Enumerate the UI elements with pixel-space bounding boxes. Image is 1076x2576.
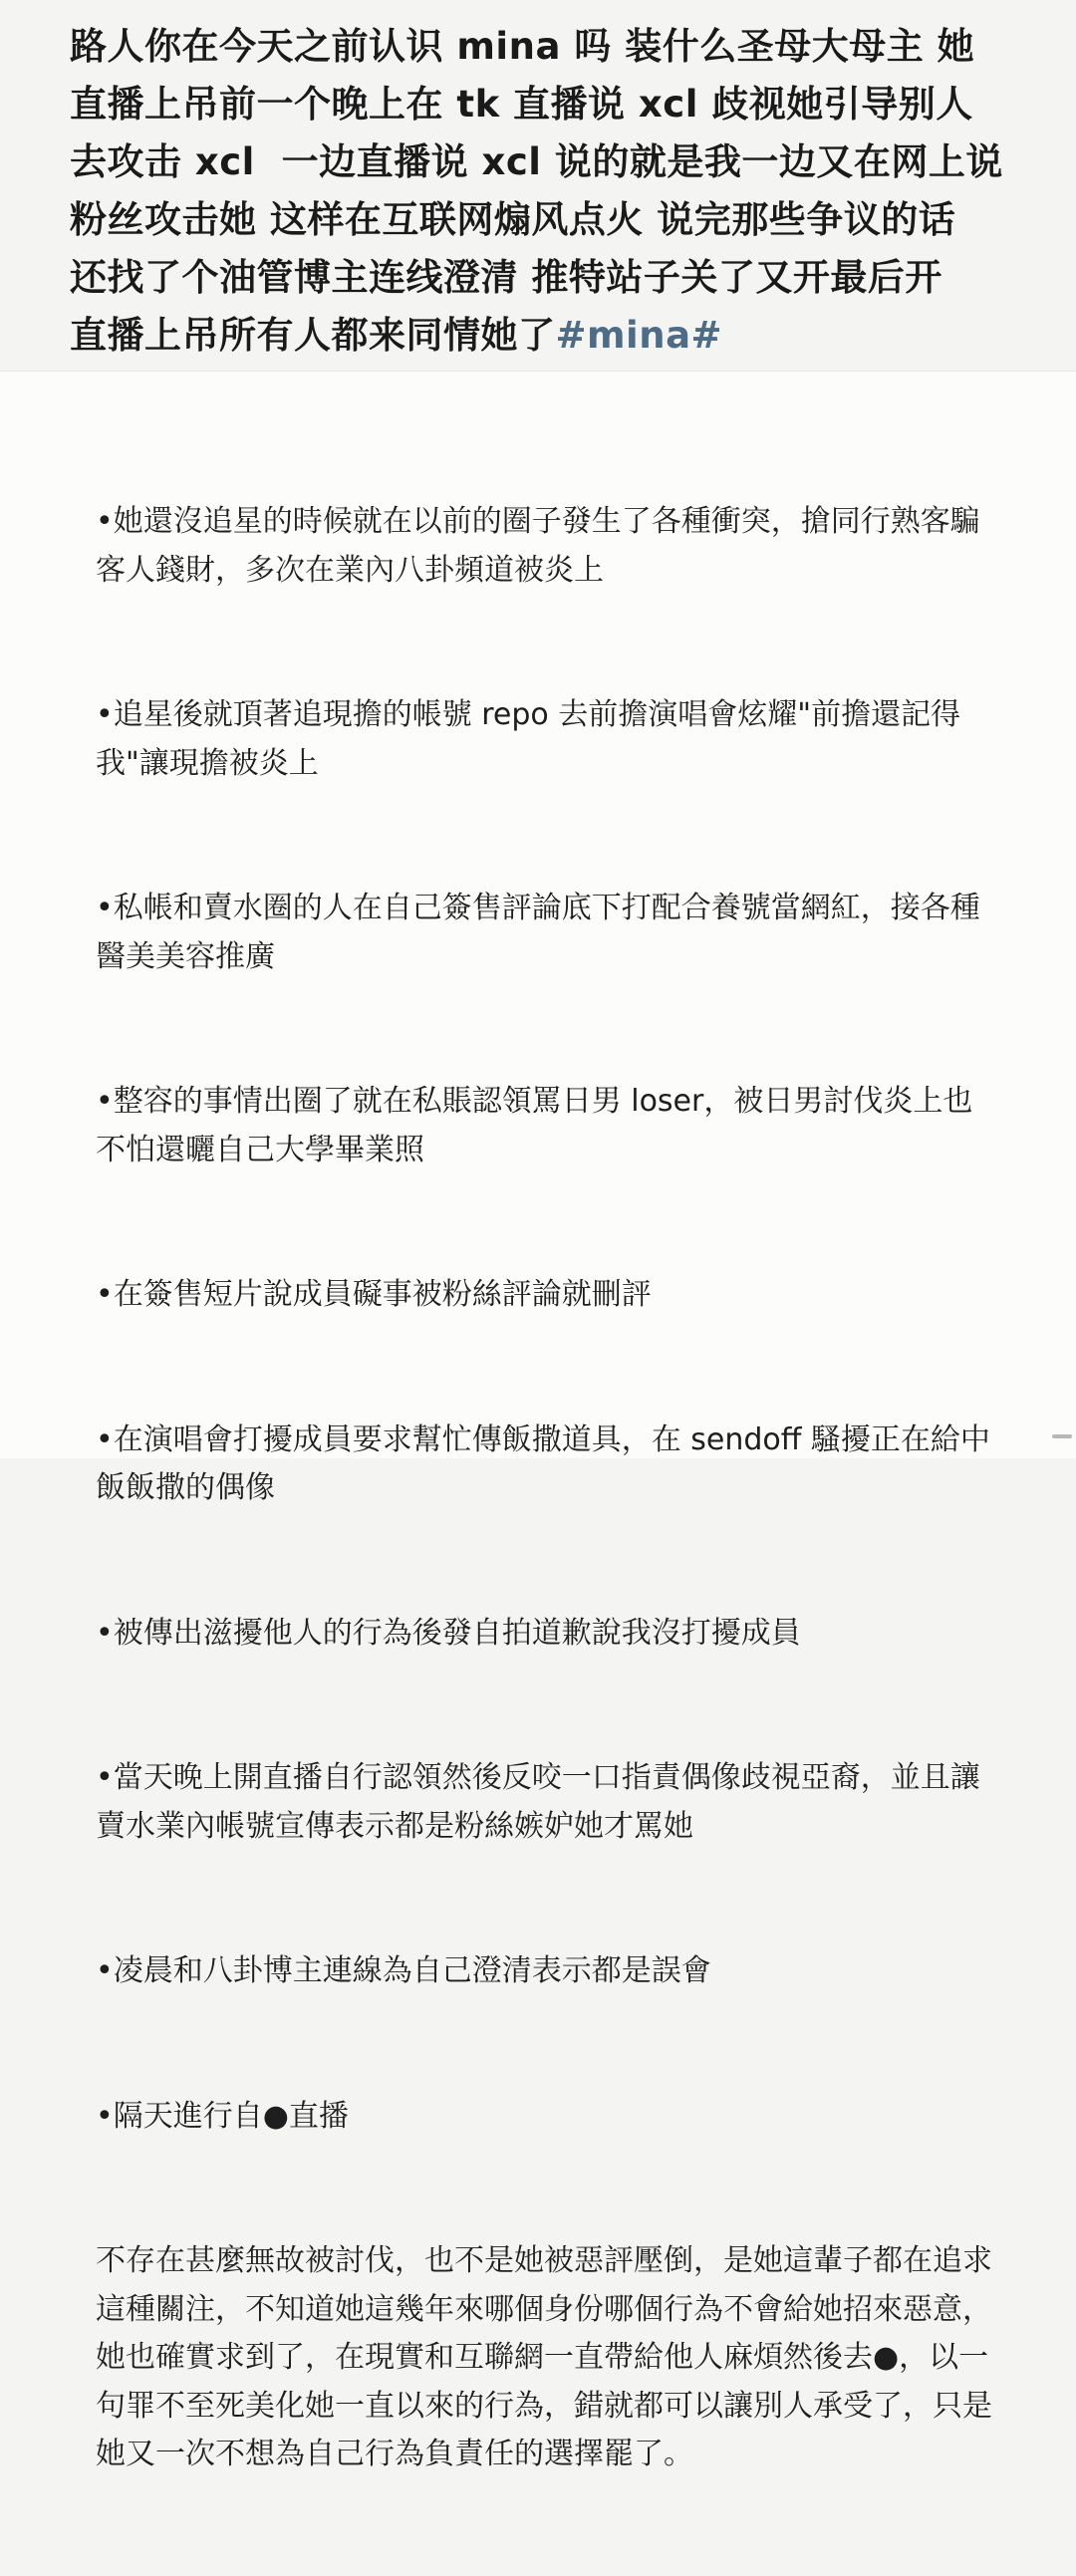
list-item: •凌晨和八卦博主連線為自己澄清表示都是誤會 <box>96 1953 711 1988</box>
post-line: 去攻击 xcl 一边直播说 xcl 说的就是我一边又在网上说 <box>70 140 1003 183</box>
list-item: •私帳和賣水圈的人在自己簽售評論底下打配合養號當網紅，接各種醫美美容推廣 <box>96 891 980 974</box>
list-item: •被傳出滋擾他人的行為後發自拍道歉說我沒打擾成員 <box>96 1615 801 1651</box>
list-item: •在演唱會打擾成員要求幫忙傳飯撒道具，在 sendoff 騷擾正在給中飯飯撒的偶像 <box>96 1421 990 1505</box>
post-line: 直播上吊所有人都来同情她了 <box>70 314 556 357</box>
list-item: •在簽售短片說成員礙事被粉絲評論就刪評 <box>96 1277 652 1312</box>
post-line: 还找了个油管博主连线澄清 推特站子关了又开最后开 <box>70 256 942 299</box>
post-line: 路人你在今天之前认识 mina 吗 装什么圣母大母主 她 <box>70 25 975 68</box>
post-body <box>70 18 1026 365</box>
list-item: •當天晚上開直播自行認領然後反咬一口指責偶像歧視亞裔，並且讓賣水業內帳號宣傳表示都是粉絲嫉妒她才罵她 <box>96 1760 980 1844</box>
hashtag-link[interactable]: #mina# <box>555 314 723 357</box>
embedded-screenshot-card <box>0 371 1076 2471</box>
conclusion-paragraph: 不存在甚麼無故被討伐，也不是她被惡評壓倒，是她這輩子都在追求這種關注，不知道她這幾年來哪個身份哪個行為不會給她招來惡意，她也確實求到了，在現實和互聯網一直帶給他人麻煩然後去●，以一句罪不至死美化她一直以來的行為，錯就都可以讓別人承受了，只是她又一次不想為自己行為負責任的選擇罷了。 <box>96 2243 992 2471</box>
list-item: •隔天進行自●直播 <box>96 2098 349 2134</box>
scroll-handle[interactable] <box>1052 1434 1072 1438</box>
post-line: 直播上吊前一个晚上在 tk 直播说 xcl 歧视她引导别人 <box>70 83 973 126</box>
list-item: •她還沒追星的時候就在以前的圈子發生了各種衝突，搶同行熟客騙客人錢財，多次在業內八卦頻道被炎上 <box>96 504 980 588</box>
list-item: •整容的事情出圈了就在私賬認領罵日男 loser，被日男討伐炎上也不怕還曬自己大學畢業照 <box>96 1084 973 1167</box>
post-line: 粉丝攻击她 这样在互联网煽风点火 说完那些争议的话 <box>70 198 956 241</box>
list-item: •追星後就頂著追現擔的帳號 repo 去前擔演唱會炫耀"前擔還記得我"讓現擔被炎上 <box>96 697 961 781</box>
card-text <box>96 401 992 2576</box>
